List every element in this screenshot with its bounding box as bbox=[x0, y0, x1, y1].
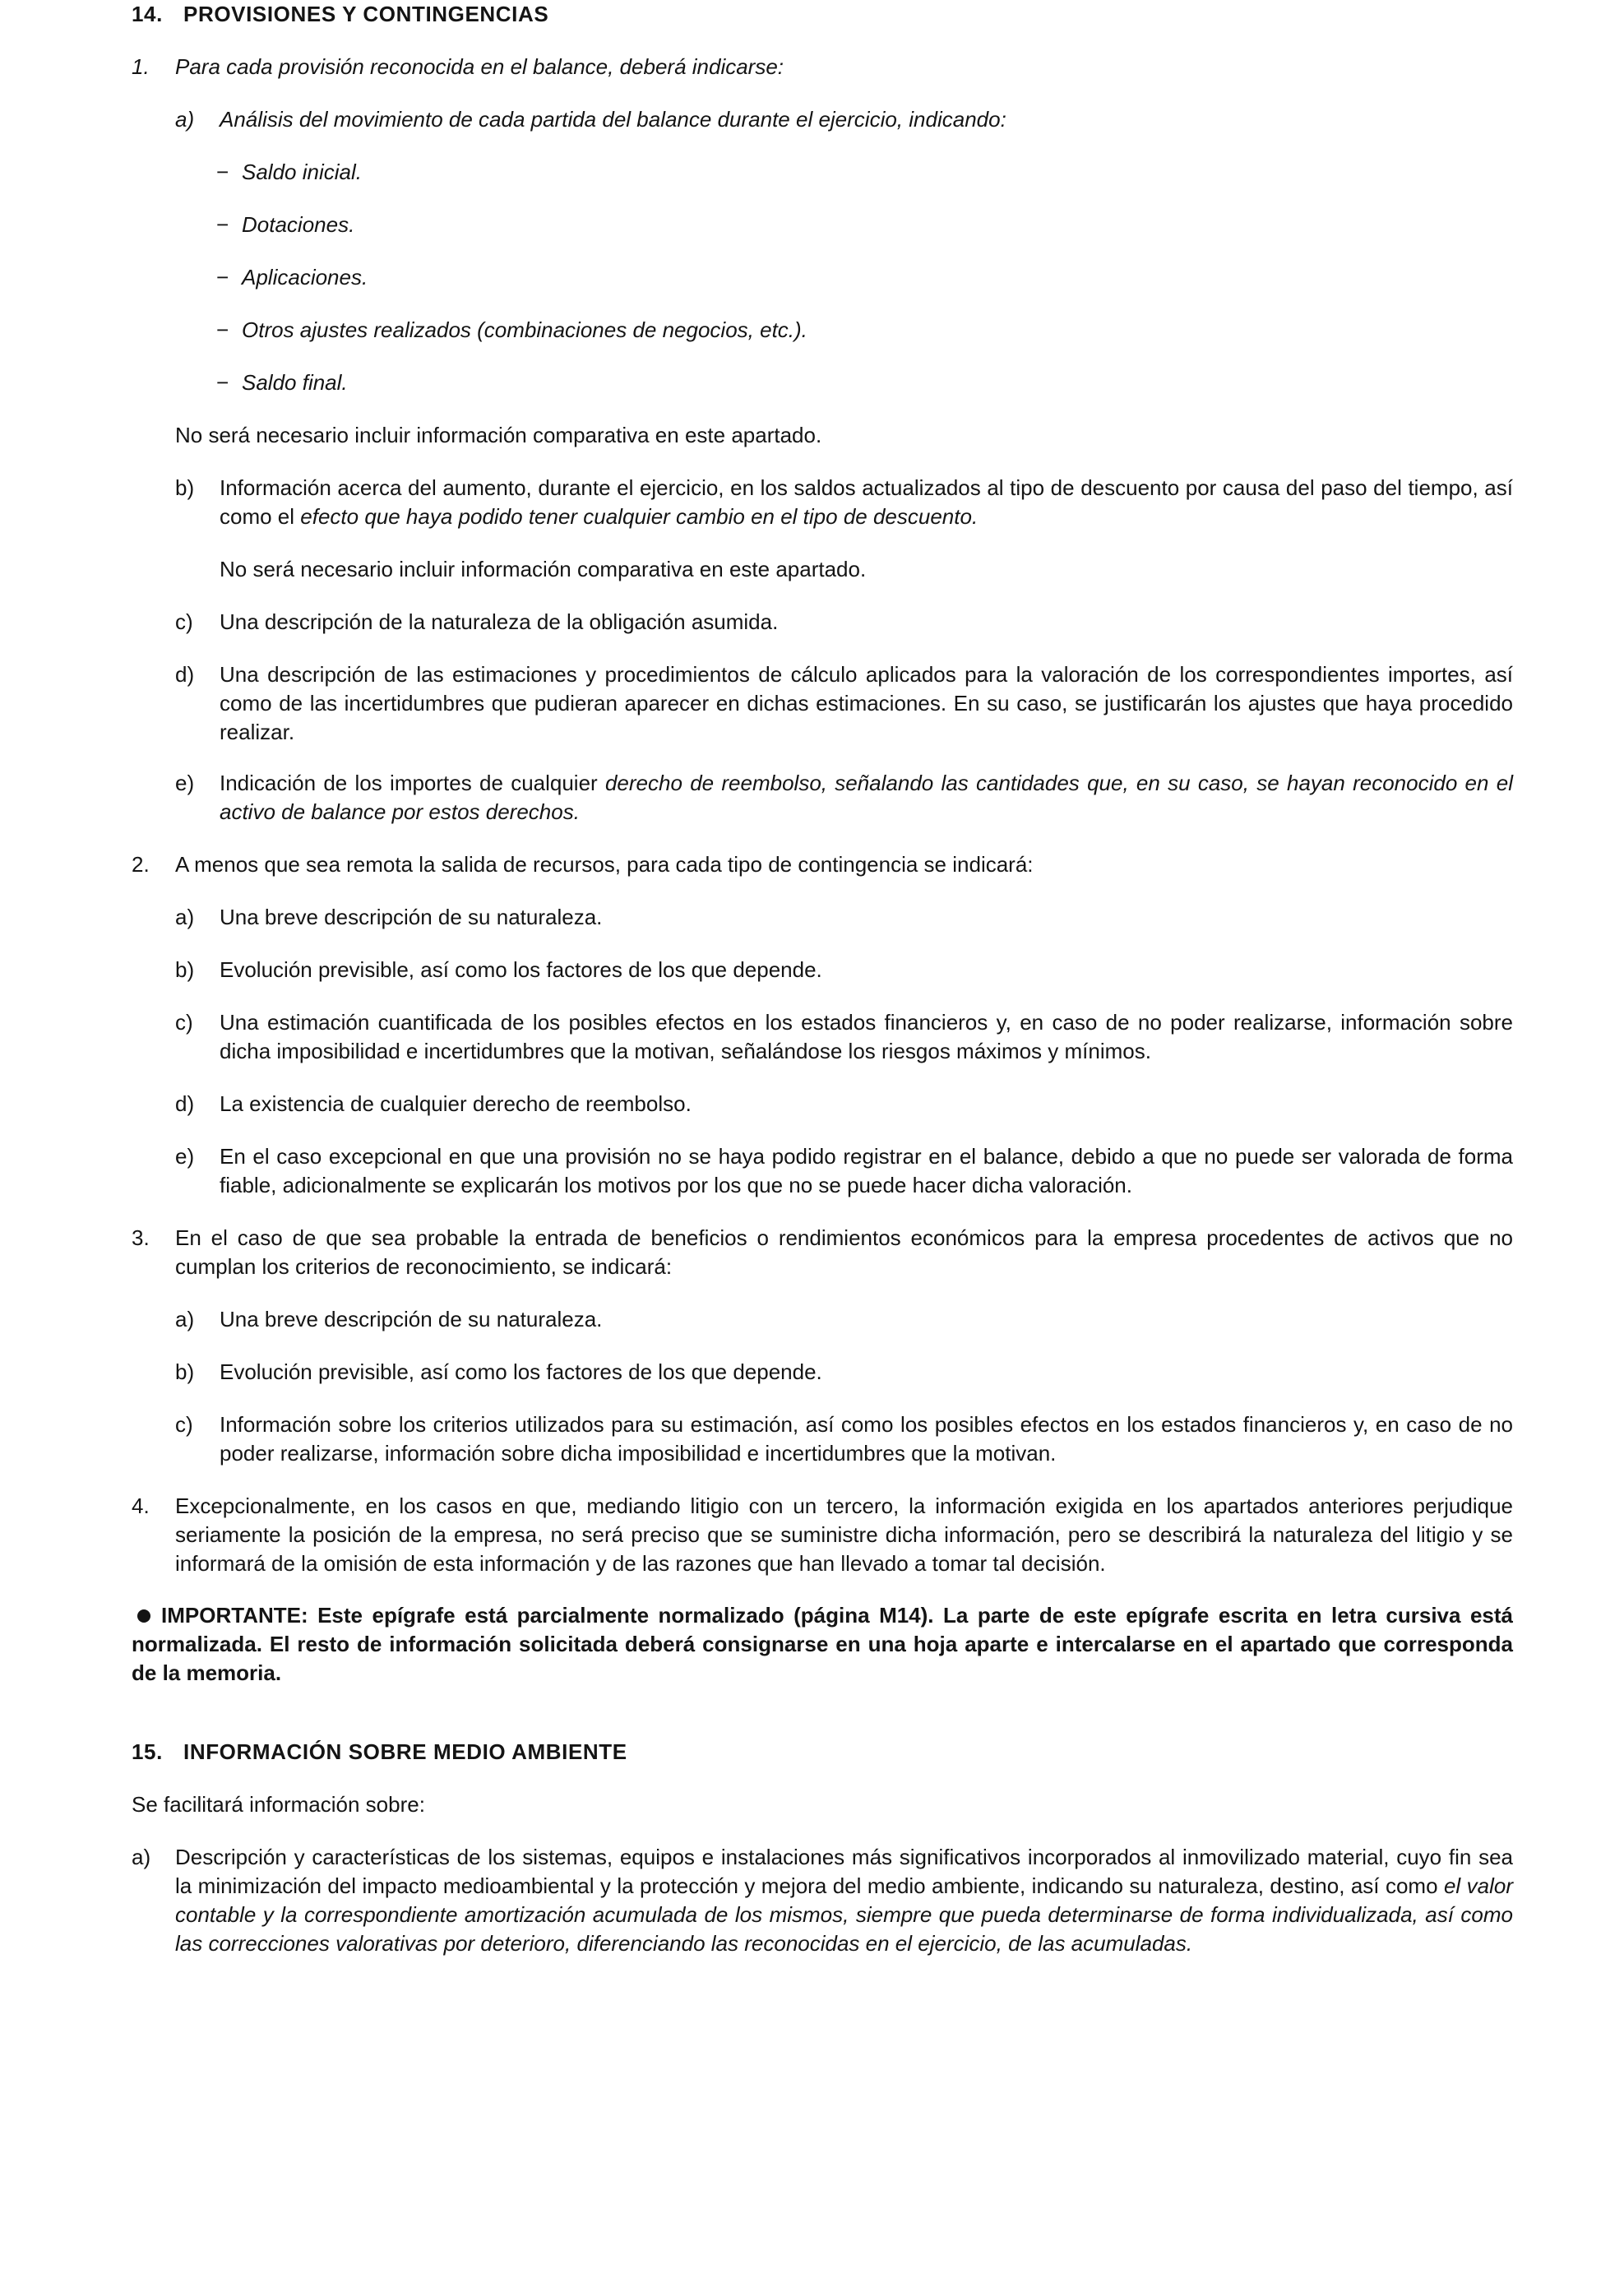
item-3c-letter: c) bbox=[175, 1412, 193, 1437]
item-2e-text: En el caso excepcional en que una provisión no se haya podido registrar en el balance, debido a que no puede ser valorada de forma fiable, adicionalmente se explicarán los motivos por los que no se puede hacer dicha valoración. bbox=[220, 1144, 1513, 1197]
item-2a bbox=[132, 903, 1513, 932]
dash-item-otros-ajustes bbox=[132, 316, 1513, 345]
item-1c-letter: c) bbox=[175, 609, 193, 634]
item-2d bbox=[132, 1090, 1513, 1118]
item-1a-letter: a) bbox=[175, 107, 195, 132]
item-15a-text-italic: el valor contable y la correspondiente amortización acumulada de los mismos, siempre que pueda determinarse de forma individualizada, así como las correcciones valorativas por deterioro, diferenciando las reconocidas en el ejercicio, de las acumuladas. bbox=[175, 1873, 1513, 1956]
item-3a bbox=[132, 1305, 1513, 1334]
section-15-intro: Se facilitará información sobre: bbox=[132, 1792, 425, 1817]
item-1-number: 1. bbox=[132, 54, 150, 79]
item-15a bbox=[132, 1843, 1513, 1958]
item-2c-text: Una estimación cuantificada de los posibles efectos en los estados financieros y, en caso de no poder realizarse, información sobre dicha imposibilidad e incertidumbres que la motivan, señalándose los riesgos máximos y mínimos. bbox=[220, 1010, 1513, 1063]
note-comparativa-b: No será necesario incluir información comparativa en este apartado. bbox=[220, 557, 867, 581]
item-2a-letter: a) bbox=[175, 905, 195, 929]
important-note bbox=[132, 1601, 1513, 1688]
item-1a bbox=[132, 105, 1513, 134]
dash-item-aplicaciones bbox=[132, 263, 1513, 292]
item-1e-text bbox=[220, 769, 1513, 827]
item-3 bbox=[132, 1224, 1513, 1281]
item-3c bbox=[132, 1410, 1513, 1468]
item-1b-text-plain: Información acerca del aumento, durante el ejercicio, en los saldos actualizados al tipo de descuento por causa del paso del tiempo, así como el bbox=[220, 475, 1513, 529]
item-1e bbox=[132, 769, 1513, 827]
item-15a-letter: a) bbox=[132, 1845, 151, 1869]
item-1a-text: Análisis del movimiento de cada partida del balance durante el ejercicio, indicando: bbox=[220, 107, 1006, 132]
section-15-number: 15. bbox=[132, 1739, 163, 1764]
item-3b-letter: b) bbox=[175, 1359, 195, 1384]
item-1 bbox=[132, 53, 1513, 81]
item-1b-text-italic: efecto que haya podido tener cualquier cambio en el tipo de descuento. bbox=[300, 504, 979, 529]
dash-icon: − bbox=[216, 265, 229, 289]
item-2-number: 2. bbox=[132, 852, 150, 877]
item-3b bbox=[132, 1358, 1513, 1387]
item-1d-letter: d) bbox=[175, 662, 195, 687]
item-2 bbox=[132, 850, 1513, 879]
item-1d bbox=[132, 660, 1513, 747]
item-15a-text-plain: Descripción y características de los sistemas, equipos e instalaciones más significativos incorporados al inmovilizado material, cuyo fin sea la minimización del impacto medioambiental y la protección y mejora del medio ambiente, indicando su naturaleza, destino, así como bbox=[175, 1845, 1513, 1898]
dash-icon: − bbox=[216, 160, 229, 184]
item-3a-letter: a) bbox=[175, 1307, 195, 1331]
item-1b bbox=[132, 474, 1513, 531]
dash-item-text: Dotaciones. bbox=[242, 212, 355, 237]
item-1e-text-plain: Indicación de los importes de cualquier bbox=[220, 771, 605, 795]
section-14-title: PROVISIONES Y CONTINGENCIAS bbox=[183, 2, 549, 26]
item-2-text: A menos que sea remota la salida de recursos, para cada tipo de contingencia se indicará: bbox=[175, 852, 1034, 877]
dash-item-saldo-inicial bbox=[132, 158, 1513, 187]
section-15-heading bbox=[132, 1738, 1513, 1767]
dash-item-dotaciones bbox=[132, 211, 1513, 239]
item-2c-letter: c) bbox=[175, 1010, 193, 1035]
item-3a-text: Una breve descripción de su naturaleza. bbox=[220, 1307, 603, 1331]
item-1b-text bbox=[220, 474, 1513, 531]
dash-item-text: Saldo final. bbox=[242, 370, 348, 395]
dash-item-text: Saldo inicial. bbox=[242, 160, 362, 184]
section-15-title: INFORMACIÓN SOBRE MEDIO AMBIENTE bbox=[183, 1739, 627, 1764]
dash-icon: − bbox=[216, 370, 229, 395]
item-3-text: En el caso de que sea probable la entrada de beneficios o rendimientos económicos para la empresa procedentes de activos que no cumplan los criterios de reconocimiento, se indicará: bbox=[175, 1225, 1513, 1279]
item-15a-text bbox=[175, 1843, 1513, 1958]
section-14-number: 14. bbox=[132, 2, 163, 26]
item-4-text: Excepcionalmente, en los casos en que, mediando litigio con un tercero, la información exigida en los apartados anteriores perjudique seriamente la posición de la empresa, no será preciso que se suministre dicha información, pero se describirá la naturaleza del litigio y se informará de la omisión de esta información y de las razones que han llevado a tomar tal decisión. bbox=[175, 1493, 1513, 1576]
dash-item-saldo-final bbox=[132, 368, 1513, 397]
item-3c-text: Información sobre los criterios utilizados para su estimación, así como los posibles efectos en los estados financieros y, en caso de no poder realizarse, información sobre dicha imposibilidad e incertidumbres que la motivan. bbox=[220, 1412, 1513, 1466]
item-2e bbox=[132, 1142, 1513, 1200]
dash-item-text: Aplicaciones. bbox=[242, 265, 368, 289]
item-3b-text: Evolución previsible, así como los factores de los que depende. bbox=[220, 1359, 822, 1384]
item-2a-text: Una breve descripción de su naturaleza. bbox=[220, 905, 603, 929]
item-4 bbox=[132, 1492, 1513, 1578]
bullet-icon bbox=[137, 1609, 150, 1623]
item-1-text: Para cada provisión reconocida en el balance, deberá indicarse: bbox=[175, 54, 784, 79]
important-note-text: IMPORTANTE: Este epígrafe está parcialmente normalizado (página M14). La parte de este epígrafe escrita en letra cursiva está normalizada. El resto de información solicitada deberá consignarse en una hoja aparte e intercalarse en el apartado que corresponda de la memoria. bbox=[132, 1603, 1513, 1685]
item-1c-text: Una descripción de la naturaleza de la obligación asumida. bbox=[220, 609, 779, 634]
dash-icon: − bbox=[216, 212, 229, 237]
section-14-heading bbox=[132, 0, 1513, 29]
item-2b-text: Evolución previsible, así como los factores de los que depende. bbox=[220, 957, 822, 982]
item-1e-text-italic: derecho de reembolso, señalando las cantidades que, en su caso, se hayan reconocido en el activo de balance por estos derechos. bbox=[220, 771, 1513, 824]
item-2e-letter: e) bbox=[175, 1144, 195, 1169]
item-1d-text: Una descripción de las estimaciones y procedimientos de cálculo aplicados para la valoración de los correspondientes importes, así como de las incertidumbres que pudieran aparecer en dichas estimaciones. En su caso, se justificarán los ajustes que haya procedido realizar. bbox=[220, 662, 1513, 744]
item-2b bbox=[132, 956, 1513, 984]
dash-item-text: Otros ajustes realizados (combinaciones de negocios, etc.). bbox=[242, 317, 807, 342]
item-2b-letter: b) bbox=[175, 957, 195, 982]
dash-icon: − bbox=[216, 317, 229, 342]
item-1b-letter: b) bbox=[175, 475, 195, 500]
note-comparativa-a: No será necesario incluir información comparativa en este apartado. bbox=[175, 423, 822, 447]
item-2c bbox=[132, 1008, 1513, 1066]
item-3-number: 3. bbox=[132, 1225, 150, 1250]
item-2d-text: La existencia de cualquier derecho de reembolso. bbox=[220, 1091, 692, 1116]
item-1e-letter: e) bbox=[175, 771, 195, 795]
item-2d-letter: d) bbox=[175, 1091, 195, 1116]
item-4-number: 4. bbox=[132, 1493, 150, 1518]
item-1c bbox=[132, 608, 1513, 637]
